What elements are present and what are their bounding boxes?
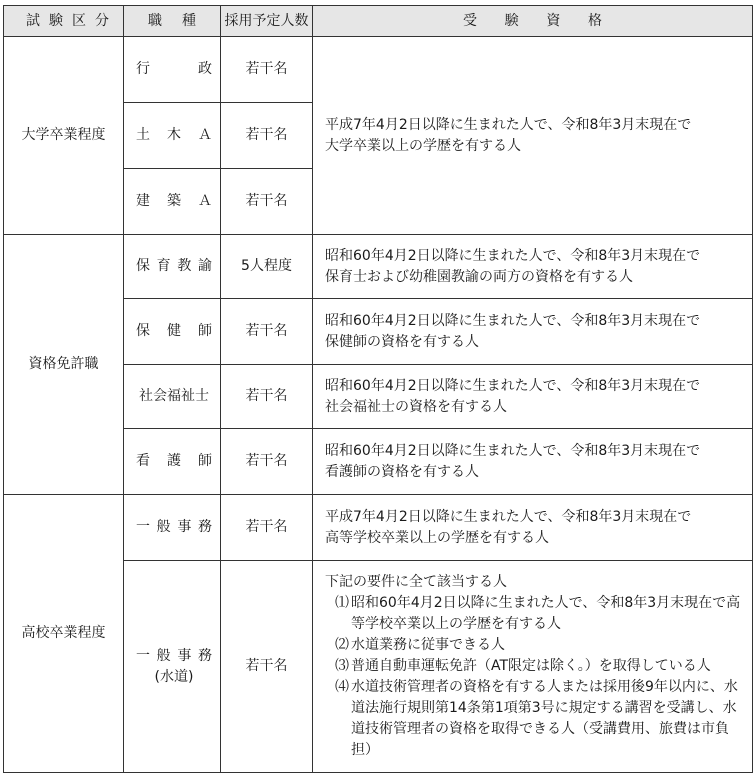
label-char: 務: [197, 647, 212, 664]
requirement-text: 普通自動車運転免許（AT限定は除く。）を取得している人: [351, 658, 711, 674]
qualification-line: 社会福祉士の資格を有する人: [325, 398, 507, 415]
qualification-line: 保健師の資格を有する人: [325, 333, 479, 350]
qualification-line: 昭和60年4月2日以降に生まれた人で、令和8年3月末現在で: [325, 247, 701, 264]
qualification-cell: [313, 37, 753, 235]
job-cell: [124, 169, 221, 235]
requirement-item: [325, 593, 746, 635]
job-label: 社会福祉士: [139, 388, 209, 404]
requirement-text: 水道業務に従事できる人: [351, 637, 505, 653]
header-qualification: [313, 6, 753, 37]
job-cell: [124, 561, 221, 773]
job-label: [136, 256, 212, 277]
exam-table: [3, 5, 753, 773]
job-note: (水道): [154, 668, 194, 685]
job-label: [136, 451, 212, 472]
job-cell: [124, 299, 221, 365]
label-char: 事: [177, 519, 192, 535]
header-job-type-label: [124, 11, 220, 32]
job-label: [136, 646, 212, 667]
qualification-cell: [313, 495, 753, 561]
qualification-line: 平成7年4月2日以降に生まれた人で、令和8年3月末現在で: [325, 508, 692, 525]
label-char: 般: [156, 519, 171, 535]
label-char: 験: [504, 12, 519, 29]
label-char: Ａ: [198, 127, 212, 143]
label-char: 格: [587, 12, 602, 29]
positions-cell: 若干名: [221, 299, 313, 365]
qualification-line: 大学卒業以上の学歴を有する人: [325, 137, 521, 154]
requirement-text: 水道技術管理者の資格を有する人または採用後9年以内に、水道法施行規則第14条第1項第3号に規定する講習を受講し、水道技術管理者の資格を取得できる人（受講費用、旅費は市負担）: [351, 679, 738, 758]
requirement-number: ⑷: [335, 679, 349, 695]
qualification-line: 保育士および幼稚園教諭の両方の資格を有する人: [325, 268, 633, 285]
label-char: 保: [136, 323, 150, 339]
requirement-number: ⑶: [335, 658, 349, 674]
qualification-intro: 下記の要件に全て該当する人: [325, 574, 507, 590]
label-char: 職: [148, 12, 162, 29]
job-label: [136, 125, 212, 146]
positions-cell: 若干名: [221, 169, 313, 235]
label-char: 師: [198, 323, 212, 339]
table-row: [4, 37, 753, 103]
header-job-type: [124, 6, 221, 37]
positions-cell: 若干名: [221, 561, 313, 773]
qualification-line: 看護師の資格を有する人: [325, 463, 479, 480]
positions-cell: 若干名: [221, 37, 313, 103]
qualification-cell: [313, 365, 753, 429]
label-char: 区: [72, 12, 86, 29]
positions-cell: 若干名: [221, 103, 313, 169]
label-char: 師: [198, 453, 212, 469]
job-cell: [124, 103, 221, 169]
header-positions: 採用予定人数: [221, 6, 313, 37]
requirement-number: ⑵: [335, 637, 349, 653]
label-char: 般: [156, 647, 171, 664]
label-char: 行: [136, 61, 150, 77]
label-char: 木: [167, 127, 181, 143]
label-char: 分: [95, 12, 109, 29]
label-char: 教: [177, 258, 192, 274]
label-char: 種: [182, 12, 196, 29]
qualification-cell: [313, 561, 753, 773]
table-row: [4, 495, 753, 561]
label-char: 務: [197, 519, 212, 535]
label-char: 諭: [197, 258, 212, 274]
division-cell: 高校卒業程度: [4, 495, 124, 773]
job-label: [136, 517, 212, 538]
job-cell: [124, 495, 221, 561]
qualification-line: 昭和60年4月2日以降に生まれた人で、令和8年3月末現在で: [325, 442, 701, 459]
label-char: 築: [167, 193, 181, 209]
positions-cell: 若干名: [221, 429, 313, 495]
qualification-line: 昭和60年4月2日以降に生まれた人で、令和8年3月末現在で: [325, 312, 701, 329]
positions-cell: 若干名: [221, 495, 313, 561]
header-qualification-label: [313, 11, 752, 32]
label-char: 一: [136, 647, 150, 664]
division-cell: 大学卒業程度: [4, 37, 124, 235]
positions-cell: 若干名: [221, 365, 313, 429]
label-char: Ａ: [198, 193, 212, 209]
label-char: 護: [167, 453, 181, 469]
job-label: [136, 59, 212, 80]
label-char: 保: [136, 258, 150, 274]
job-cell: [124, 235, 221, 299]
requirement-number: ⑴: [335, 595, 349, 611]
job-cell: [124, 365, 221, 429]
division-cell: 資格免許職: [4, 235, 124, 495]
qualification-line: 高等学校卒業以上の学歴を有する人: [325, 529, 549, 546]
label-char: 土: [136, 127, 150, 143]
label-char: 受: [463, 12, 477, 29]
label-char: 験: [49, 12, 63, 29]
job-label: [136, 191, 212, 212]
qualification-cell: [313, 235, 753, 299]
requirement-item: [325, 677, 746, 761]
positions-cell: 5人程度: [221, 235, 313, 299]
requirement-text: 昭和60年4月2日以降に生まれた人で、令和8年3月末現在で高等学校卒業以上の学歴を有する人: [351, 595, 741, 632]
qualification-line: 昭和60年4月2日以降に生まれた人で、令和8年3月末現在で: [325, 377, 701, 394]
table-row: [4, 235, 753, 299]
job-cell: [124, 429, 221, 495]
label-char: 育: [156, 258, 171, 274]
label-char: 健: [167, 323, 181, 339]
job-label: [136, 321, 212, 342]
label-char: 事: [177, 647, 192, 664]
label-char: 試: [26, 12, 40, 29]
qualification-cell: [313, 299, 753, 365]
header-division: [4, 6, 124, 37]
label-char: 看: [136, 453, 150, 469]
label-char: 一: [136, 519, 150, 535]
label-char: 資: [546, 12, 561, 29]
qualification-line: 平成7年4月2日以降に生まれた人で、令和8年3月末現在で: [325, 116, 692, 133]
job-cell: [124, 37, 221, 103]
label-char: 建: [136, 193, 150, 209]
requirement-item: [325, 635, 746, 656]
header-division-label: [4, 11, 123, 32]
label-char: 政: [198, 61, 212, 77]
requirement-item: [325, 656, 746, 677]
header-row: [4, 6, 753, 37]
qualification-cell: [313, 429, 753, 495]
